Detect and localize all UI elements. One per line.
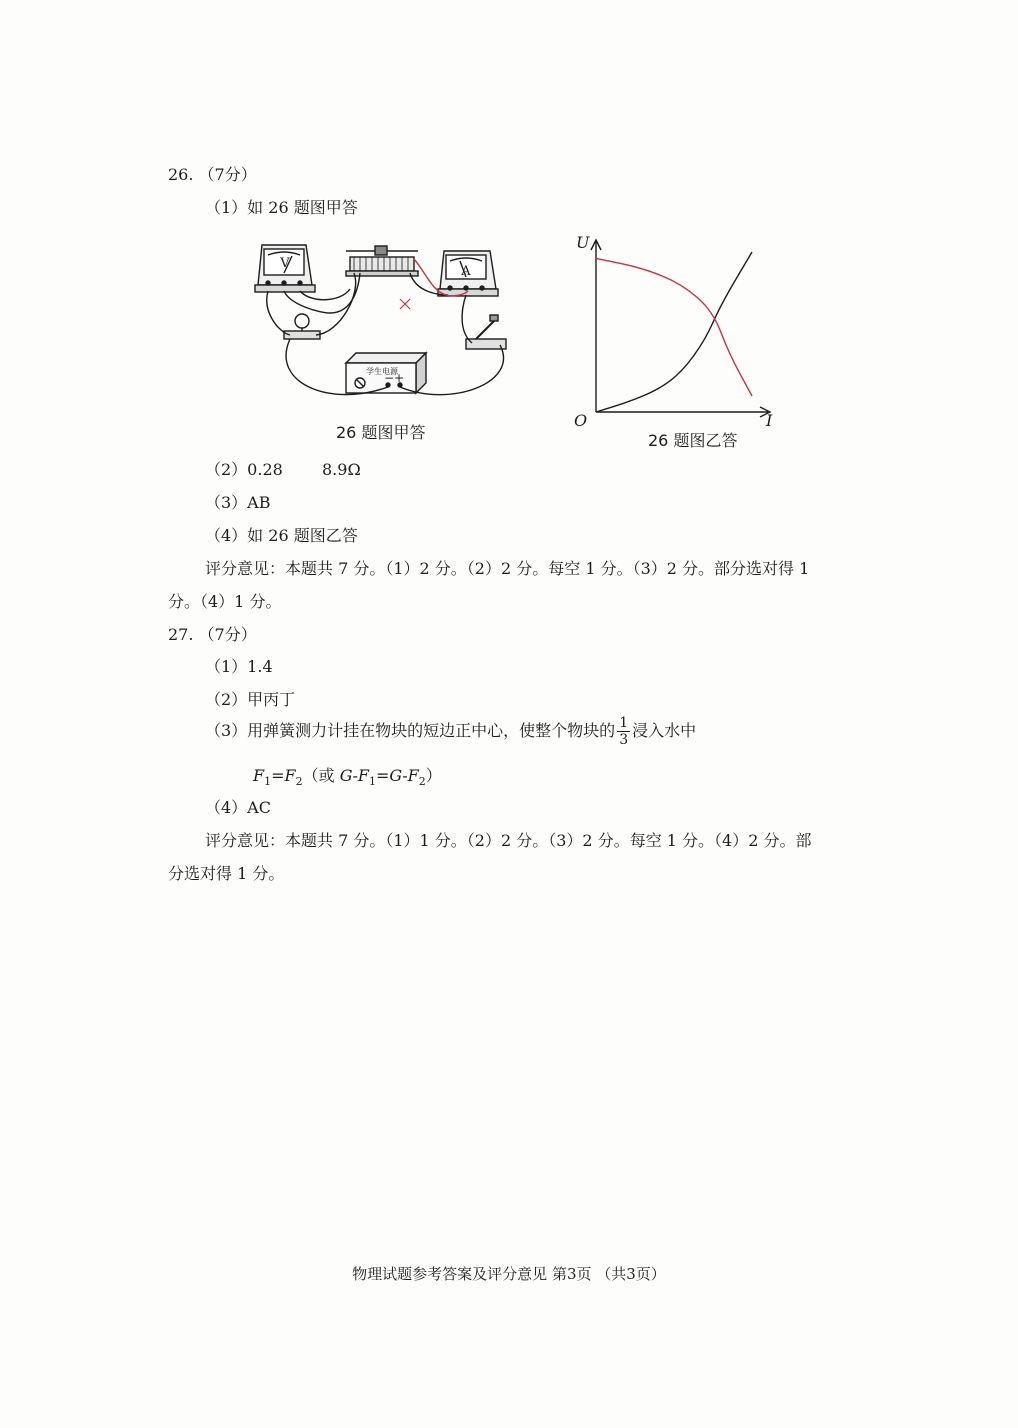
eq-f4-sub: 2: [418, 775, 426, 789]
i-axis-label: I: [766, 411, 773, 430]
power-supply-label: 学生电源: [366, 367, 398, 376]
eq-f3-sub: 1: [369, 775, 377, 789]
circuit-diagram: [250, 233, 520, 413]
q26-part2-label: （2）0.28: [205, 460, 283, 479]
ammeter-label: A: [461, 264, 471, 279]
q27-part3-tail: 浸入水中: [632, 721, 697, 740]
eq-paren-close: ）: [425, 766, 442, 785]
q26-part1: （1）如 26 题图甲答: [205, 198, 358, 217]
q26-scoring-line2: 分。（4）1 分。: [168, 592, 282, 611]
origin-label: O: [574, 411, 588, 430]
circuit-figure: [250, 233, 520, 413]
q27-part3: [205, 713, 696, 749]
eq-f1: F: [253, 766, 265, 785]
eq-f2: F: [284, 766, 296, 785]
eq-f4: F: [407, 766, 419, 785]
ui-graph-svg: [568, 232, 788, 432]
one-third-fraction: [617, 715, 630, 748]
q27-part2: （2）甲丙丁: [205, 690, 296, 709]
q27-part3-text: （3）用弹簧测力计挂在物块的短边正中心，使整个物块的: [205, 721, 616, 740]
eq-equals2: =: [376, 766, 390, 785]
figure-b-caption: 26 题图乙答: [648, 431, 738, 450]
q27-header: 27. （7分）: [168, 625, 257, 644]
figure-a-caption: 26 题图甲答: [336, 423, 426, 442]
eq-f3: F: [357, 766, 370, 785]
u-axis-label: U: [576, 233, 590, 252]
voltmeter-label: V: [280, 256, 290, 271]
series-line-2: [596, 258, 752, 396]
q27-part1: （1）1.4: [205, 657, 273, 676]
fraction-denominator: 3: [619, 732, 629, 748]
eq-paren-open: （或: [302, 766, 340, 785]
power-terminals-label: −+: [384, 371, 405, 385]
eq-minus1: -: [352, 766, 358, 785]
q27-scoring-line2: 分选对得 1 分。: [168, 864, 285, 883]
q27-scoring-line1: 评分意见：本题共 7 分。（1）1 分。（2）2 分。（3）2 分。每空 1 分。（4）2 分。部: [205, 831, 812, 850]
q27-part4: （4）AC: [205, 798, 271, 817]
q26-scoring-line1: 评分意见：本题共 7 分。（1）2 分。（2）2 分。每空 1 分。（3）2 分。部分选对得 1: [205, 559, 810, 578]
eq-f1-sub: 1: [264, 775, 272, 789]
q26-part2-value: 8.9Ω: [322, 460, 361, 479]
q27-equation: [253, 766, 442, 792]
eq-g1: G: [339, 766, 353, 785]
page-footer: 物理试题参考答案及评分意见 第3页 （共3页）: [352, 1265, 666, 1283]
fraction-numerator: 1: [619, 715, 629, 731]
ui-graph: [568, 232, 788, 432]
rheostat-icon: [346, 246, 418, 276]
eq-equals: =: [271, 766, 285, 785]
switch-icon: [466, 315, 506, 349]
q26-part4: （4）如 26 题图乙答: [205, 526, 358, 545]
series-line-1: [596, 252, 752, 412]
eq-minus2: -: [402, 766, 408, 785]
eq-g2: G: [389, 766, 403, 785]
q26-part3: （3）AB: [205, 493, 271, 512]
q26-header: 26. （7分）: [168, 165, 257, 184]
eq-f2-sub: 2: [295, 775, 303, 789]
